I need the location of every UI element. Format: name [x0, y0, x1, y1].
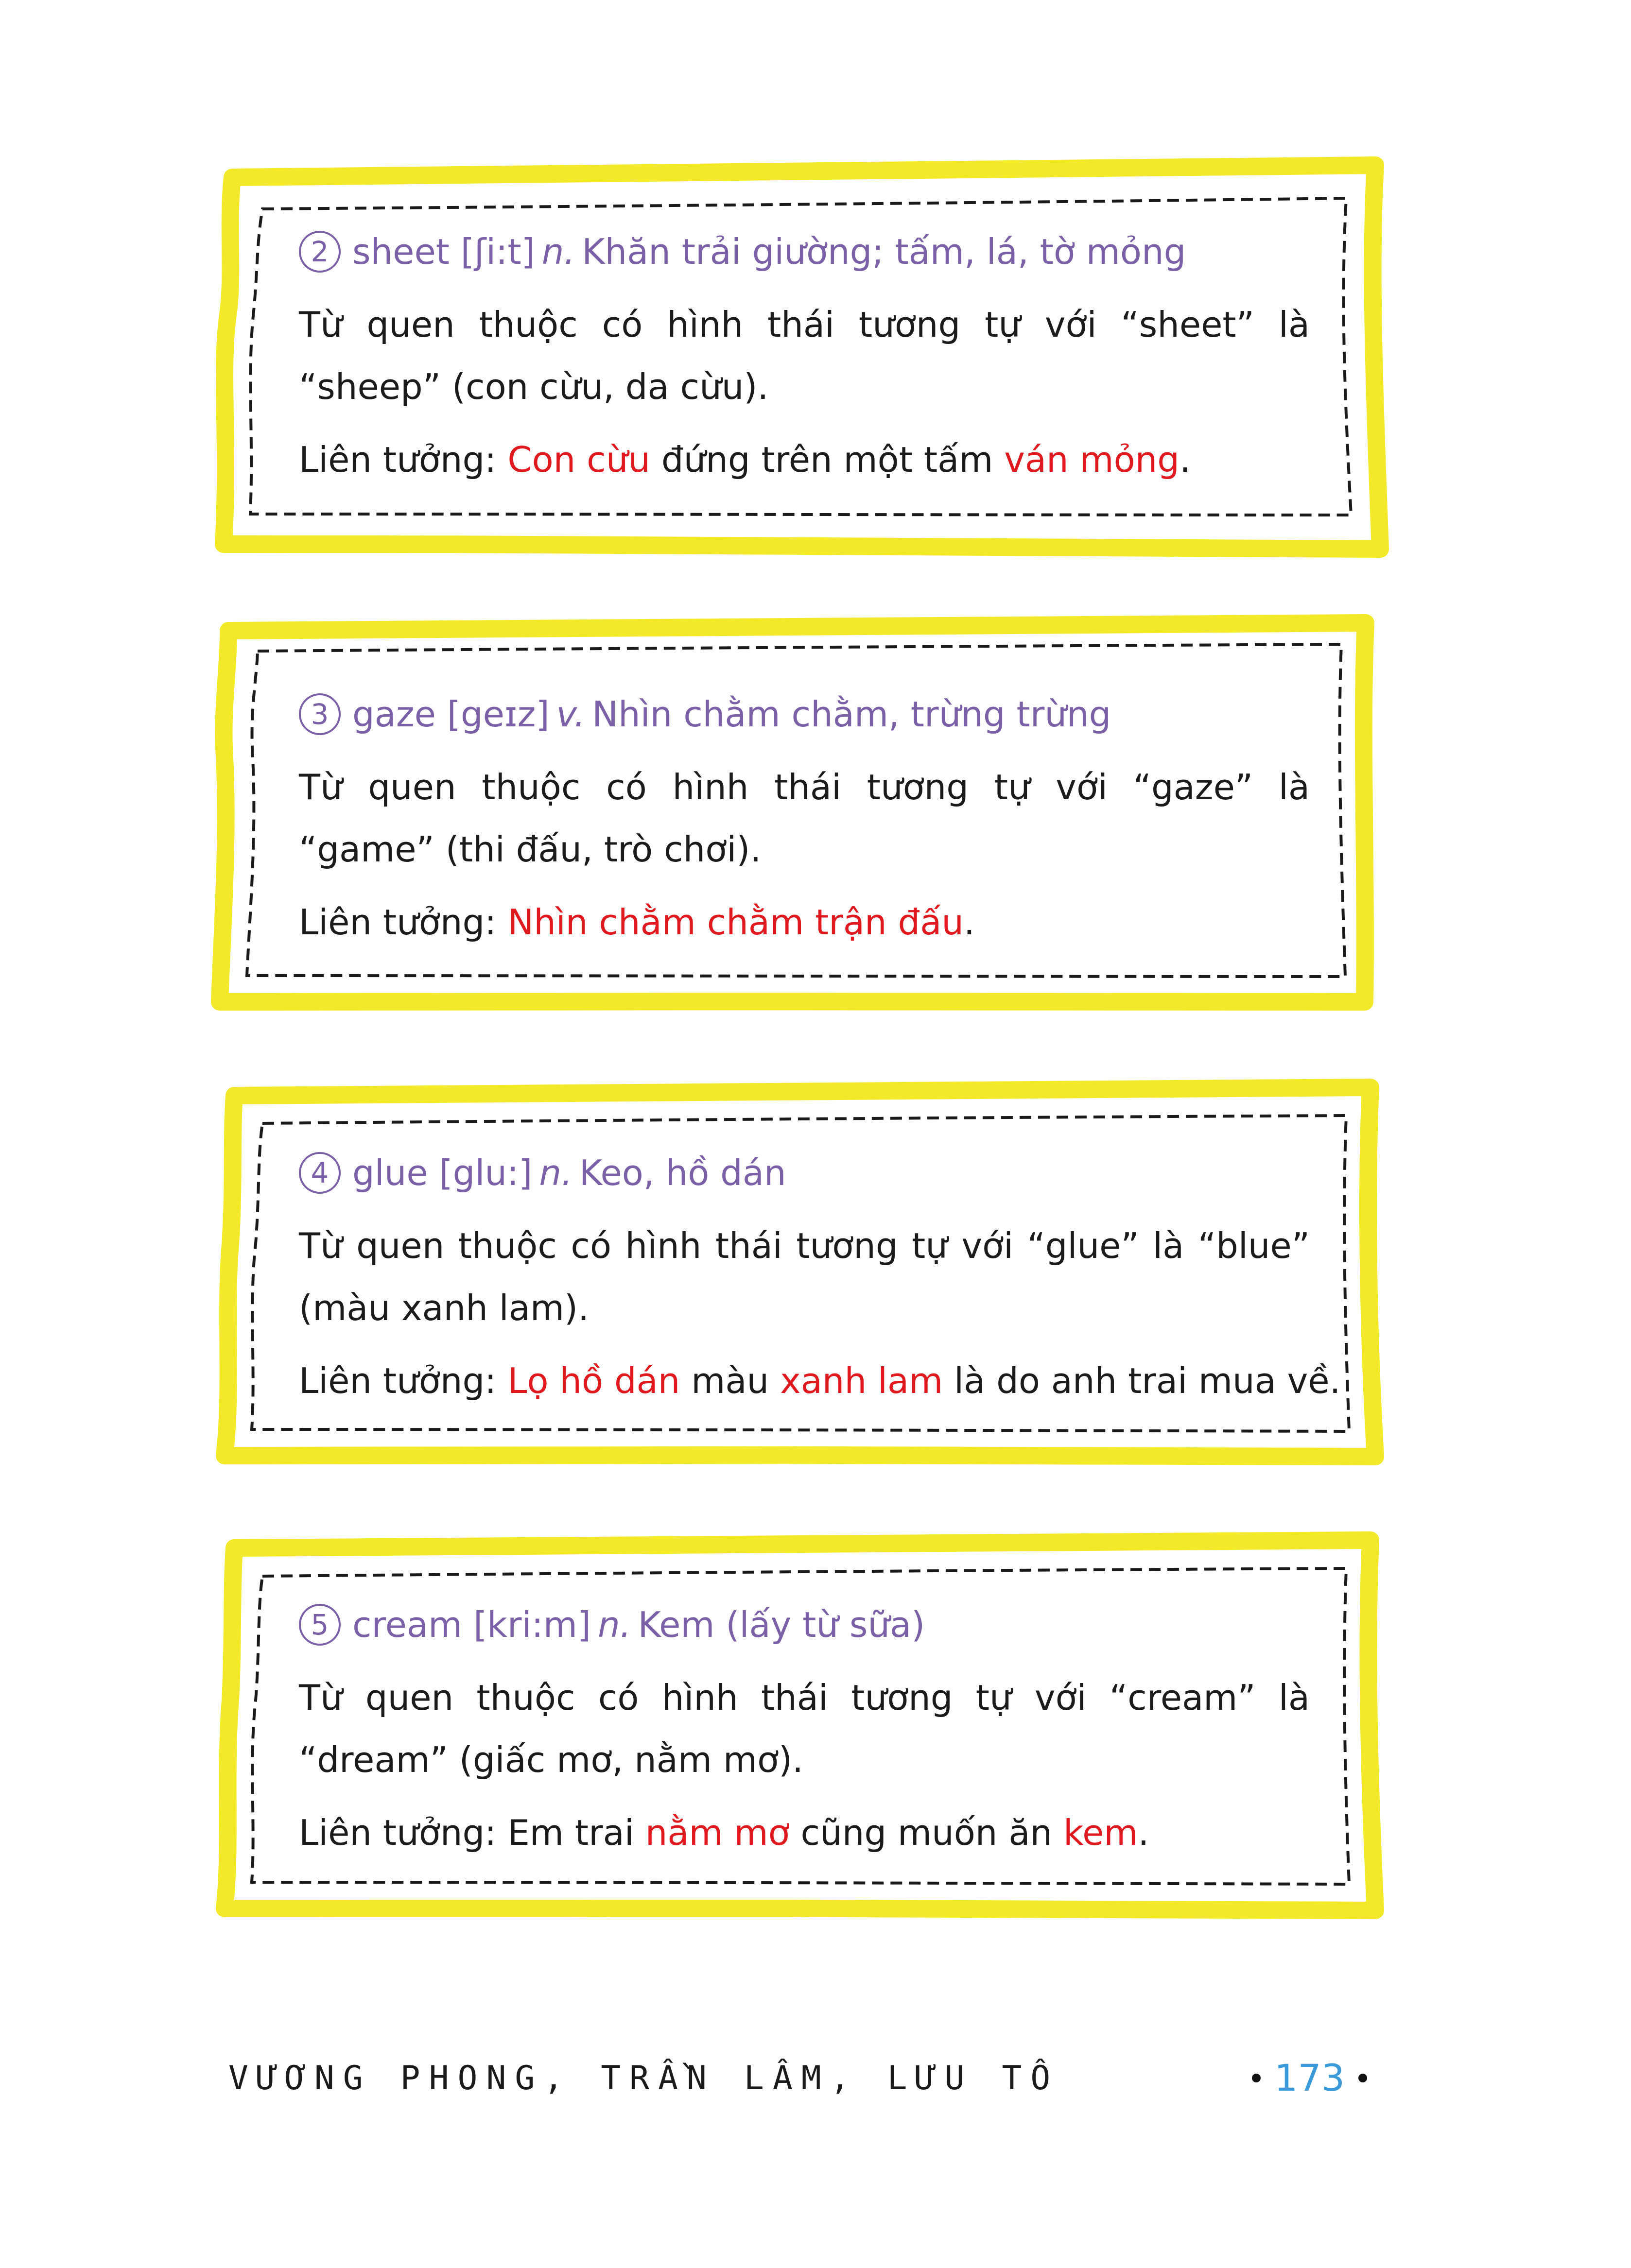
part-of-speech: n. [597, 1604, 631, 1645]
entry-number: 2 [299, 231, 341, 273]
association-text: là do anh trai mua về. [943, 1360, 1341, 1401]
association-label: Liên tưởng: [299, 902, 508, 943]
phonetic: [ʃi:t] [460, 231, 535, 272]
meaning: Khăn trải giường; tấm, lá, tờ mỏng [582, 231, 1186, 272]
part-of-speech: v. [556, 694, 586, 735]
association-text: . [1180, 439, 1191, 480]
bullet-dot [1358, 2074, 1367, 2082]
association-text: cũng muốn ăn [789, 1812, 1063, 1853]
meaning: Kem (lấy từ sữa) [638, 1604, 925, 1645]
headword: glue [352, 1152, 428, 1193]
page-number-block [1238, 2056, 1381, 2099]
association-highlight: Nhìn chằm chằm trận đấu [507, 902, 964, 943]
entry-explanation: Từ quen thuộc có hình thái tương tự với “cream” là “dream” (giấc mơ, nằm mơ). [299, 1677, 1310, 1780]
association-label: Liên tưởng: [299, 1360, 508, 1401]
entry-explanation: Từ quen thuộc có hình thái tương tự với “gaze” là “game” (thi đấu, trò chơi). [299, 767, 1310, 870]
entry-explanation: Từ quen thuộc có hình thái tương tự với “glue” là “blue” (màu xanh lam). [299, 1225, 1310, 1328]
headword: gaze [352, 694, 436, 735]
association-highlight: Con cừu [507, 439, 651, 480]
entry-explanation: Từ quen thuộc có hình thái tương tự với “sheet” là “sheep” (con cừu, da cừu). [299, 304, 1310, 407]
association-highlight: nằm mơ [645, 1812, 790, 1853]
phonetic: [kri:m] [473, 1604, 591, 1645]
association-highlight: kem [1063, 1812, 1138, 1853]
headword: sheet [352, 231, 450, 272]
part-of-speech: n. [539, 1152, 573, 1193]
phonetic: [geɪz] [447, 694, 550, 735]
entry-number: 4 [299, 1152, 341, 1194]
association-label: Liên tưởng: Em trai [299, 1812, 645, 1853]
association-text: . [964, 902, 975, 943]
entry-number: 3 [299, 693, 341, 735]
phonetic: [glu:] [439, 1152, 533, 1193]
association-text: . [1138, 1812, 1149, 1853]
footer-authors: VƯƠNG PHONG, TRẦN LÂM, LƯU TÔ [228, 2059, 1059, 2097]
entry-headline [299, 1600, 1310, 1649]
entry-association [299, 1808, 1310, 1857]
association-text: màu [680, 1360, 781, 1401]
entry-number: 5 [299, 1604, 341, 1646]
association-text: đứng trên một tấm [650, 439, 1005, 480]
meaning: Keo, hồ dán [579, 1152, 786, 1193]
association-highlight: Lọ hồ dán [507, 1360, 680, 1401]
part-of-speech: n. [541, 231, 575, 272]
meaning: Nhìn chằm chằm, trừng trừng [592, 694, 1111, 735]
association-highlight: ván mỏng [1004, 439, 1180, 480]
headword: cream [352, 1604, 463, 1645]
association-label: Liên tưởng: [299, 439, 508, 480]
bullet-dot [1252, 2074, 1261, 2082]
page-number: 173 [1274, 2056, 1345, 2099]
association-highlight: xanh lam [780, 1360, 943, 1401]
